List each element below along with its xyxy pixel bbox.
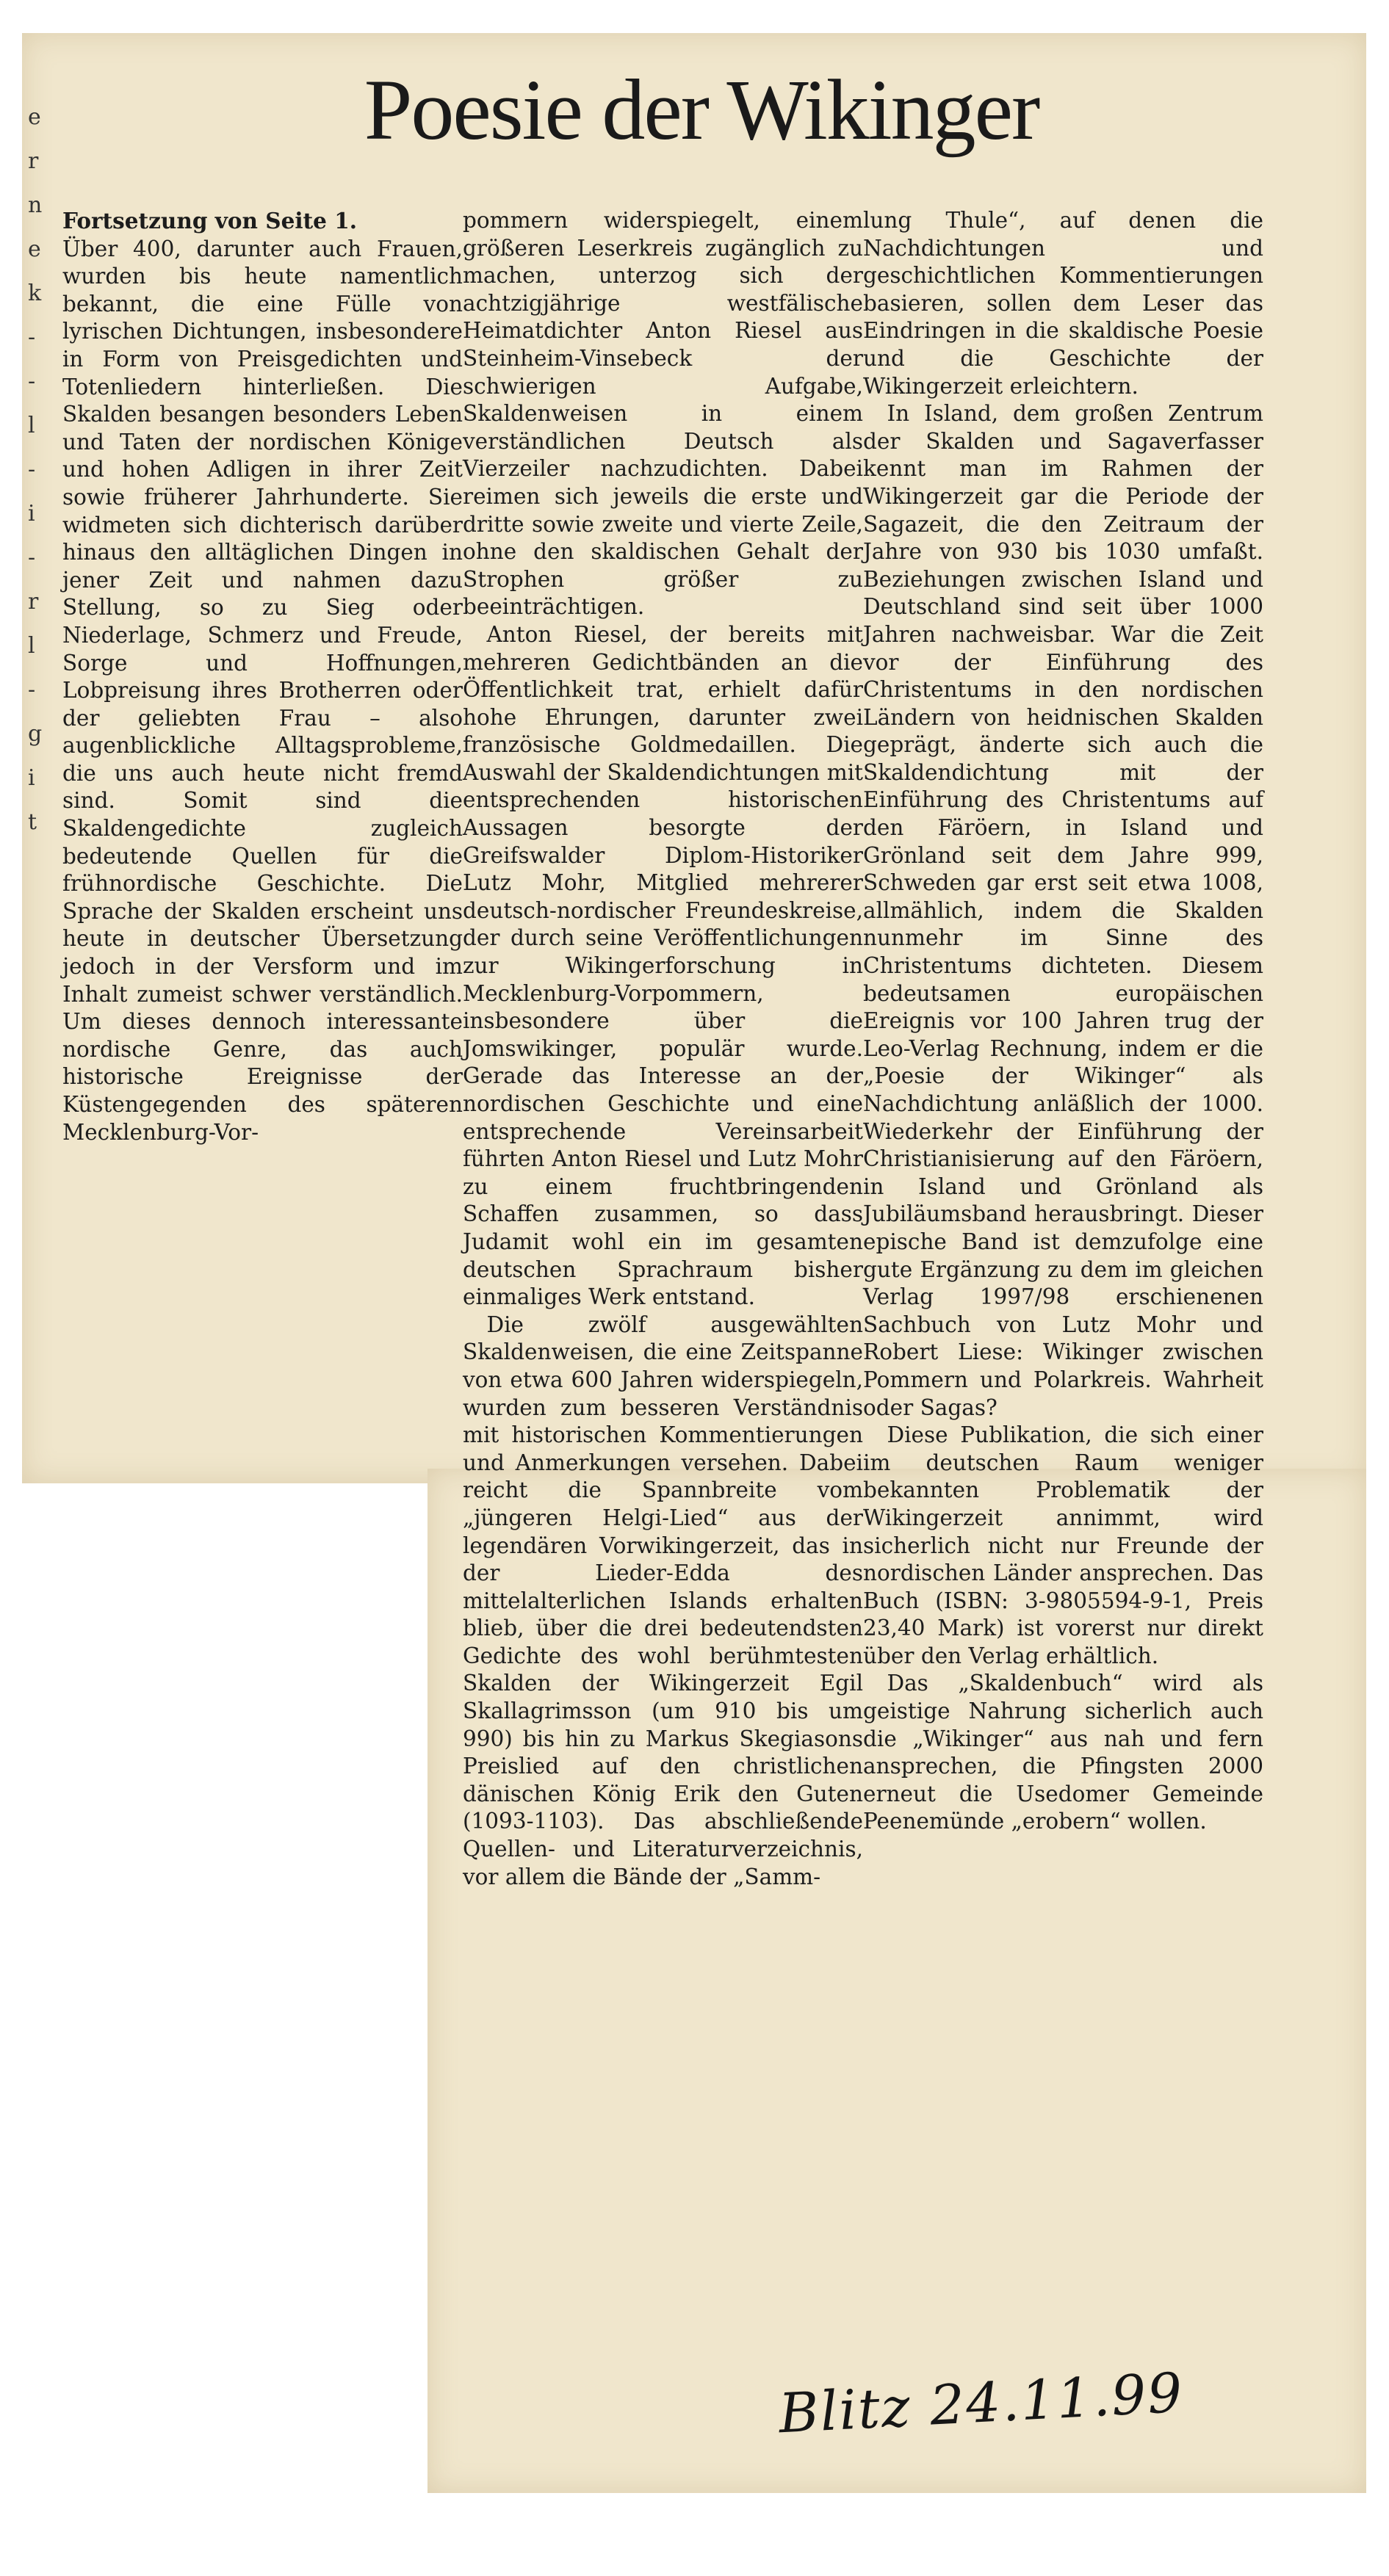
article-column-3	[863, 207, 1263, 1836]
scrap-char: k	[28, 281, 42, 306]
scrap-char: g	[28, 721, 43, 747]
scrap-char: -	[28, 369, 36, 394]
column-3-paragraph: Das „Skaldenbuch“ wird als geistige Nahrung sicherlich auch die „Wikinger“ aus nah und fern ansprechen, die Pfingsten 2000 erneut die Usedomer Gemeinde Peenemünde „erobern“ wollen.	[863, 1671, 1263, 1834]
scrap-char: l	[28, 413, 35, 438]
adjacent-column-scrap	[28, 95, 46, 844]
article-column-1	[62, 207, 463, 1146]
article-column-2	[463, 207, 863, 1891]
column-3-paragraph: Diese Publikation, die sich einer im deutschen Raum weniger bekannten Problematik der Wikingerzeit annimmt, wird sicherlich nicht nur Freunde der nordischen Länder ansprechen. Das Buch (ISBN: 3-9805594-9-1, Preis 23,40 Mark) ist vorerst nur direkt über den Verlag erhältlich.	[863, 1422, 1263, 1668]
scrap-char: i	[28, 501, 35, 527]
scrap-char: l	[28, 633, 35, 659]
scrap-char: e	[28, 236, 41, 262]
column-1-paragraph	[62, 207, 463, 1146]
column-2-paragraph: pommern widerspiegelt, einem größeren Leserkreis zugänglich zu machen, unterzog sich der achtzigjährige westfälische Heimatdichter Anton Riesel aus Steinheim-Vinsebeck der schwierigen Aufgabe, Skaldenweisen in einem verständlichen Deutsch als Vierzeiler nachzudichten. Dabei reimen sich jeweils die erste und dritte sowie zweite und vierte Zeile, ohne den skaldischen Gehalt der Strophen größer zu beeinträchtigen.	[463, 208, 863, 620]
scrap-char: e	[28, 104, 41, 130]
scrap-char: r	[28, 148, 39, 174]
handwritten-source-note: Blitz 24.11.99	[777, 2361, 1186, 2446]
continuation-label: Fortsetzung von Seite 1.	[62, 208, 358, 234]
scrap-char: -	[28, 457, 36, 482]
column-2-paragraph: Die zwölf ausgewählten Skaldenweisen, die eine Zeitspanne von etwa 600 Jahren widerspiegeln, wurden zum besseren Verständnis mit historischen Kommentierungen und Anmerkungen versehen. Dabei reicht die Spannbreite vom „jüngeren Helgi-Lied“ aus der legendären Vorwikingerzeit, das in der Lieder-Edda des mittelalterlichen Islands erhalten blieb, über die drei bedeutendsten Gedichte des wohl berühmtesten Skalden der Wikingerzeit Egil Skallagrimsson (um 910 bis um 990) bis hin zu Markus Skegiasons Preislied auf den christlichen dänischen König Erik den Guten (1093-1103). Das abschließende Quellen- und Literaturverzeichnis, vor allem die Bände der „Samm-	[463, 1311, 863, 1889]
article-headline: Poesie der Wikinger	[364, 62, 1039, 158]
column-2-paragraph: Anton Riesel, der bereits mit mehreren Gedichtbänden an die Öffentlichkeit trat, erhielt dafür hohe Ehrungen, darunter zwei französische Goldmedaillen. Die Auswahl der Skaldendichtungen mit entsprechenden historischen Aussagen besorgte der Greifswalder Diplom-Historiker Lutz Mohr, Mitglied mehrerer deutsch-nordischer Freundeskreise, der durch seine Veröffentlichungen zur Wikingerforschung in Mecklenburg-Vorpommern, insbesondere über die Jomswikinger, populär wurde. Gerade das Interesse an der nordischen Geschichte und eine entsprechende Vereinsarbeit führten Anton Riesel und Lutz Mohr zu einem fruchtbringenden Schaffen zusammen, so dass Judamit wohl ein im gesamten deutschen Sprachraum bisher einmaliges Werk entstand.	[463, 621, 863, 1310]
paragraph-text: Über 400, darunter auch Frauen, wurden bis heute namentlich bekannt, die eine Fülle von lyrischen Dichtungen, insbesondere in Form von Preisgedichten und Totenliedern hinterließen. Die Skalden besangen besonders Leben und Taten der nordischen Könige und hohen Adligen in ihrer Zeit sowie früherer Jahrhunderte. Sie widmeten sich dichterisch darüber hinaus den alltäglichen Dingen in jener Zeit und nahmen dazu Stellung, so zu Sieg oder Niederlage, Schmerz und Freude, Sorge und Hoffnungen, Lobpreisung ihres Brotherren oder der geliebten Frau – also augenblickliche Alltagsprobleme, die uns auch heute nicht fremd sind. Somit sind die Skaldengedichte zugleich bedeutende Quellen für die frühnordische Geschichte. Die Sprache der Skalden erscheint uns heute in deutscher Übersetzung jedoch in der Versform und im Inhalt zumeist schwer verständlich. Um dieses dennoch interessante nordische Genre, das auch historische Ereignisse der Küstengegenden des späteren Mecklenburg-Vor-	[62, 236, 463, 1145]
scrap-char: -	[28, 677, 36, 703]
column-3-paragraph: lung Thule“, auf denen die Nachdichtungen und geschichtlichen Kommentierungen basieren, sollen dem Leser das Eindringen in die skaldische Poesie und die Geschichte der Wikingerzeit erleichtern.	[863, 208, 1263, 399]
scrap-char: r	[28, 589, 39, 615]
scrap-char: -	[28, 545, 36, 571]
scrap-char: i	[28, 765, 35, 791]
scrap-char: n	[28, 192, 43, 218]
scrap-char: -	[28, 325, 36, 350]
column-3-paragraph: In Island, dem großen Zentrum der Skalden und Sagaverfasser kennt man im Rahmen der Wikingerzeit gar die Periode der Sagazeit, die den Zeitraum der Jahre von 930 bis 1030 umfaßt. Beziehungen zwischen Island und Deutschland sind seit über 1000 Jahren nachweisbar. War die Zeit vor der Einführung des Christentums in den nordischen Ländern von heidnischen Skalden geprägt, änderte sich auch die Skaldendichtung mit der Einführung des Christentums auf den Färöern, in Island und Grönland seit dem Jahre 999, Schweden gar erst seit etwa 1008, allmählich, indem die Skalden nunmehr im Sinne des Christentums dichteten. Diesem bedeutsamen europäischen Ereignis vor 100 Jahren trug der Leo-Verlag Rechnung, indem er die „Poesie der Wikinger“ als Nachdichtung anläßlich der 1000. Wiederkehr der Einführung der Christianisierung auf den Färöern, in Island und Grönland als Jubiläumsband herausbringt. Dieser epische Band ist demzufolge eine gute Ergänzung zu dem im gleichen Verlag 1997/98 erschienenen Sachbuch von Lutz Mohr und Robert Liese: Wikinger zwischen Pommern und Polarkreis. Wahrheit oder Sagas?	[863, 401, 1263, 1420]
scrap-char: t	[28, 809, 37, 835]
